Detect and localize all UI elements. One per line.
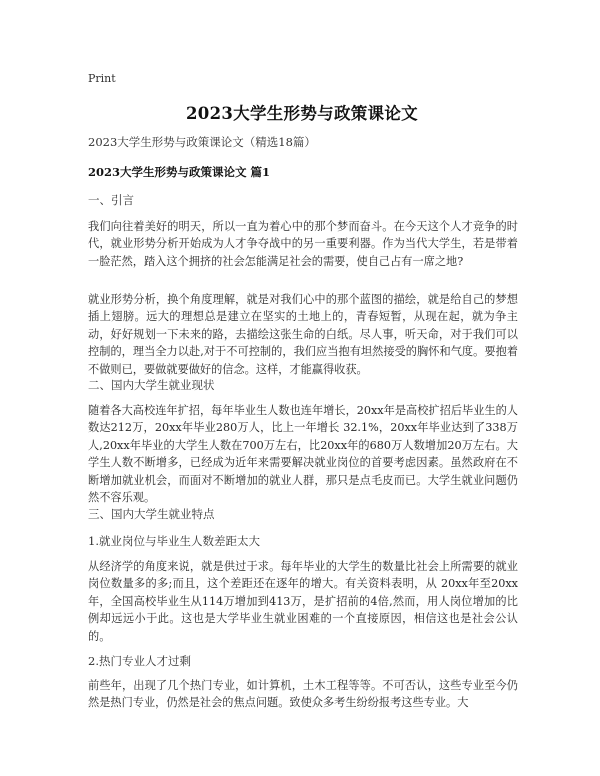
print-link[interactable]: Print [88, 72, 116, 85]
heading-employment-features: 三、国内大学生就业特点 [88, 507, 215, 521]
document-title: 2023大学生形势与政策课论文 [186, 104, 418, 123]
heading-gap: 1.就业岗位与毕业生人数差距太大 [88, 534, 260, 548]
paragraph-analysis: 就业形势分析，换个角度理解，就是对我们心中的那个蓝图的描绘，就是给自己的梦想插上翅膀。远大的理想总是建立在坚实的土地上的，青春短暂，从现在起，就为争主动，好好规划一下未来的路，去描绘这张生命的白纸。尽人事，听天命，对于我们可以控制的，理当全力以赴,对于不可控制的，我们应当抱有坦然接受的胸怀和气度。要抱着不做则已，要做就要做好的信念。这样，才能赢得收获。 [88, 293, 518, 376]
paragraph-popular-majors: 前些年，出现了几个热门专业，如计算机，土木工程等等。不可否认，这些专业至今仍然是热门专业，仍然是社会的焦点问题。致使众多考生纷纷报考这些专业。大 [88, 679, 518, 710]
article-title: 2023大学生形势与政策课论文 篇1 [88, 165, 271, 179]
heading-popular-majors: 2.热门专业人才过剩 [88, 654, 191, 668]
paragraph-employment-status: 随着各大高校连年扩招，每年毕业生人数也连年增长，20xx年是高校扩招后毕业生的人数达212万，20xx年毕业280万人，比上一年增长 32.1%，20xx年毕业达到了338万人,20xx年毕业的大学生人数在700万左右，比20xx年的680万人数增加20万左右。大学生人数不断增多，已经成为近年来需要解决就业岗位的首要考虑因素。虽然政府在不断增加就业机会，而面对不断增加的就业人群，那只是点毛皮而已。大学生就业问题仍然不容乐观。 [88, 404, 518, 505]
paragraph-gap: 从经济学的角度来说，就是供过于求。每年毕业的大学生的数量比社会上所需要的就业岗位数量多的多;而且，这个差距还在逐年的增大。有关资料表明，从 20xx年至20xx年，全国高校毕业生从114万增加到413万，是扩招前的4倍,然而，用人岗位增加的比例却远远小于此。这也是大学毕业生就业困难的一个直接原因，相信这也是社会公认的。 [88, 560, 518, 643]
heading-introduction: 一、引言 [88, 193, 134, 207]
document-subtitle: 2023大学生形势与政策课论文（精选18篇） [88, 135, 316, 149]
heading-employment-status: 二、国内大学生就业现状 [88, 378, 215, 392]
paragraph-intro: 我们向往着美好的明天，所以一直为着心中的那个梦而奋斗。在今天这个人才竞争的时代，就业形势分析开始成为人才争夺战中的另一重要利器。作为当代大学生，若是带着一脸茫然，踏入这个拥挤的社会怎能满足社会的需要，使自己占有一席之地? [88, 220, 518, 268]
